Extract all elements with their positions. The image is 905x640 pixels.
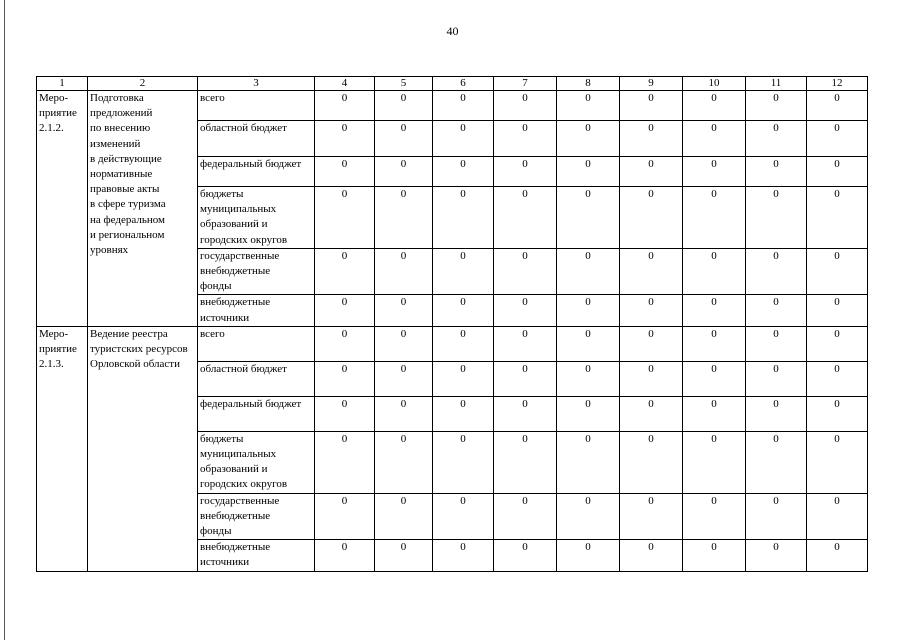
value-cell: 0 <box>557 361 620 396</box>
value-cell: 0 <box>433 121 494 157</box>
value-cell: 0 <box>315 121 375 157</box>
value-cell: 0 <box>683 295 746 326</box>
funding-source-cell: всего <box>198 91 315 121</box>
value-cell: 0 <box>807 396 868 431</box>
value-cell: 0 <box>620 187 683 249</box>
value-cell: 0 <box>746 361 807 396</box>
value-cell: 0 <box>683 157 746 187</box>
value-cell: 0 <box>375 326 433 361</box>
value-cell: 0 <box>620 396 683 431</box>
value-cell: 0 <box>746 91 807 121</box>
funding-source-cell: внебюджетные источники <box>198 540 315 571</box>
value-cell: 0 <box>807 91 868 121</box>
value-cell: 0 <box>807 157 868 187</box>
page-edge-line <box>4 0 5 640</box>
value-cell: 0 <box>683 431 746 493</box>
value-cell: 0 <box>807 431 868 493</box>
value-cell: 0 <box>557 540 620 571</box>
value-cell: 0 <box>807 248 868 295</box>
value-cell: 0 <box>620 540 683 571</box>
funding-source-cell: федеральный бюджет <box>198 396 315 431</box>
value-cell: 0 <box>807 361 868 396</box>
value-cell: 0 <box>315 295 375 326</box>
value-cell: 0 <box>557 295 620 326</box>
value-cell: 0 <box>683 121 746 157</box>
value-cell: 0 <box>683 361 746 396</box>
value-cell: 0 <box>315 187 375 249</box>
page-number: 40 <box>446 24 459 38</box>
header-row <box>37 77 868 91</box>
value-cell: 0 <box>315 493 375 540</box>
value-cell: 0 <box>557 187 620 249</box>
funding-source-cell: государственные внебюджетные фонды <box>198 493 315 540</box>
value-cell: 0 <box>620 493 683 540</box>
value-cell: 0 <box>557 157 620 187</box>
value-cell: 0 <box>494 540 557 571</box>
budget-table <box>36 76 868 572</box>
funding-source-cell: внебюджетные источники <box>198 295 315 326</box>
value-cell: 0 <box>315 540 375 571</box>
value-cell: 0 <box>620 121 683 157</box>
value-cell: 0 <box>620 295 683 326</box>
value-cell: 0 <box>746 248 807 295</box>
value-cell: 0 <box>433 187 494 249</box>
value-cell: 0 <box>494 326 557 361</box>
column-number-header: 7 <box>494 77 557 91</box>
value-cell: 0 <box>807 326 868 361</box>
value-cell: 0 <box>375 431 433 493</box>
value-cell: 0 <box>433 295 494 326</box>
value-cell: 0 <box>494 431 557 493</box>
value-cell: 0 <box>375 396 433 431</box>
value-cell: 0 <box>557 396 620 431</box>
value-cell: 0 <box>315 361 375 396</box>
value-cell: 0 <box>494 187 557 249</box>
value-cell: 0 <box>494 493 557 540</box>
value-cell: 0 <box>375 493 433 540</box>
value-cell: 0 <box>683 91 746 121</box>
value-cell: 0 <box>315 157 375 187</box>
column-number-header: 10 <box>683 77 746 91</box>
value-cell: 0 <box>557 248 620 295</box>
value-cell: 0 <box>557 121 620 157</box>
value-cell: 0 <box>315 326 375 361</box>
value-cell: 0 <box>746 157 807 187</box>
event-code-cell: Меро- приятие 2.1.3. <box>37 326 88 571</box>
value-cell: 0 <box>620 361 683 396</box>
value-cell: 0 <box>375 295 433 326</box>
column-number-header: 8 <box>557 77 620 91</box>
value-cell: 0 <box>375 187 433 249</box>
value-cell: 0 <box>807 540 868 571</box>
value-cell: 0 <box>494 361 557 396</box>
column-number-header: 5 <box>375 77 433 91</box>
value-cell: 0 <box>433 540 494 571</box>
value-cell: 0 <box>683 396 746 431</box>
value-cell: 0 <box>375 157 433 187</box>
value-cell: 0 <box>620 91 683 121</box>
value-cell: 0 <box>433 326 494 361</box>
value-cell: 0 <box>375 248 433 295</box>
value-cell: 0 <box>746 493 807 540</box>
event-name-cell: Ведение реестра туристских ресурсов Орловской области <box>88 326 198 571</box>
value-cell: 0 <box>746 187 807 249</box>
value-cell: 0 <box>433 248 494 295</box>
value-cell: 0 <box>494 157 557 187</box>
value-cell: 0 <box>683 187 746 249</box>
value-cell: 0 <box>375 361 433 396</box>
value-cell: 0 <box>494 121 557 157</box>
funding-source-cell: всего <box>198 326 315 361</box>
value-cell: 0 <box>494 91 557 121</box>
value-cell: 0 <box>807 187 868 249</box>
value-cell: 0 <box>433 396 494 431</box>
value-cell: 0 <box>557 326 620 361</box>
value-cell: 0 <box>683 540 746 571</box>
value-cell: 0 <box>433 493 494 540</box>
event-code-cell: Меро- приятие 2.1.2. <box>37 91 88 327</box>
table-row <box>37 91 868 121</box>
funding-source-cell: областной бюджет <box>198 361 315 396</box>
table-body <box>37 77 868 572</box>
value-cell: 0 <box>807 295 868 326</box>
funding-source-cell: областной бюджет <box>198 121 315 157</box>
table-row <box>37 326 868 361</box>
funding-source-cell: федеральный бюджет <box>198 157 315 187</box>
column-number-header: 6 <box>433 77 494 91</box>
value-cell: 0 <box>375 540 433 571</box>
value-cell: 0 <box>746 326 807 361</box>
value-cell: 0 <box>746 431 807 493</box>
value-cell: 0 <box>746 295 807 326</box>
value-cell: 0 <box>683 248 746 295</box>
column-number-header: 3 <box>198 77 315 91</box>
value-cell: 0 <box>433 361 494 396</box>
value-cell: 0 <box>494 295 557 326</box>
funding-source-cell: бюджеты муниципальных образований и городских округов <box>198 187 315 249</box>
column-number-header: 4 <box>315 77 375 91</box>
value-cell: 0 <box>315 248 375 295</box>
value-cell: 0 <box>620 326 683 361</box>
value-cell: 0 <box>375 91 433 121</box>
column-number-header: 12 <box>807 77 868 91</box>
funding-source-cell: государственные внебюджетные фонды <box>198 248 315 295</box>
value-cell: 0 <box>494 396 557 431</box>
column-number-header: 1 <box>37 77 88 91</box>
value-cell: 0 <box>620 248 683 295</box>
value-cell: 0 <box>433 157 494 187</box>
value-cell: 0 <box>433 431 494 493</box>
column-number-header: 9 <box>620 77 683 91</box>
value-cell: 0 <box>557 91 620 121</box>
value-cell: 0 <box>683 493 746 540</box>
value-cell: 0 <box>315 396 375 431</box>
value-cell: 0 <box>315 431 375 493</box>
value-cell: 0 <box>620 431 683 493</box>
value-cell: 0 <box>683 326 746 361</box>
value-cell: 0 <box>746 540 807 571</box>
value-cell: 0 <box>433 91 494 121</box>
event-name-cell: Подготовка предложений по внесению изменений в действующие нормативные правовые акты в сфере туризма на федеральном и региональном уровнях <box>88 91 198 327</box>
value-cell: 0 <box>620 157 683 187</box>
funding-source-cell: бюджеты муниципальных образований и городских округов <box>198 431 315 493</box>
value-cell: 0 <box>557 493 620 540</box>
value-cell: 0 <box>746 121 807 157</box>
value-cell: 0 <box>807 493 868 540</box>
value-cell: 0 <box>746 396 807 431</box>
value-cell: 0 <box>807 121 868 157</box>
value-cell: 0 <box>375 121 433 157</box>
value-cell: 0 <box>494 248 557 295</box>
column-number-header: 2 <box>88 77 198 91</box>
value-cell: 0 <box>557 431 620 493</box>
value-cell: 0 <box>315 91 375 121</box>
column-number-header: 11 <box>746 77 807 91</box>
